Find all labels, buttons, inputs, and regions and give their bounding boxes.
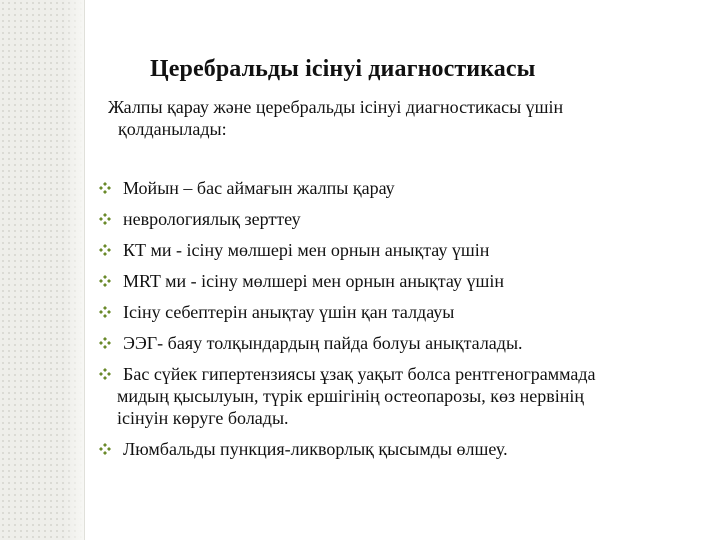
bullet-item [99, 239, 699, 261]
bullet-text-continuation: ісінуін көруге болады. [117, 408, 289, 428]
decorative-side-strip [0, 0, 85, 540]
bullet-item [99, 363, 699, 429]
diamond-bullet-icon [99, 368, 111, 380]
diamond-bullet-icon [99, 337, 111, 349]
bullet-text: MRT ми - ісіну мөлшері мен орнын анықтау үшін [123, 271, 504, 291]
diamond-bullet-icon [99, 443, 111, 455]
bullet-text: ЭЭГ- баяу толқындардың пайда болуы анықталады. [123, 333, 523, 353]
bullet-text: КТ ми - ісіну мөлшері мен орнын анықтау үшін [123, 240, 490, 260]
diamond-bullet-icon [99, 244, 111, 256]
bullet-text: Бас сүйек гипертензиясы ұзақ уақыт болса рентгенограммада [123, 364, 596, 384]
bullet-text: Мойын – бас аймағын жалпы қарау [123, 178, 395, 198]
bullet-text: Ісіну себептерін анықтау үшін қан талдауы [123, 302, 455, 322]
diagnostics-bullet-list [99, 177, 699, 460]
bullet-text: Люмбальды пункция-ликворлық қысымды өлшеу. [123, 439, 508, 459]
slide-title: Церебральды ісінуі диагностикасы [150, 56, 536, 82]
side-strip-fade [64, 0, 84, 540]
bullet-item [99, 438, 699, 460]
intro-line-1: Жалпы қарау және церебральды ісінуі диагностикасы үшін [108, 97, 564, 117]
bullet-item [99, 332, 699, 354]
diamond-bullet-icon [99, 306, 111, 318]
intro-paragraph [108, 96, 668, 140]
bullet-item [99, 208, 699, 230]
diamond-bullet-icon [99, 213, 111, 225]
intro-line-2: қолданылады: [118, 119, 227, 139]
diamond-bullet-icon [99, 182, 111, 194]
bullet-text: неврологиялық зерттеу [123, 209, 301, 229]
bullet-item [99, 177, 699, 199]
bullet-item [99, 270, 699, 292]
bullet-item [99, 301, 699, 323]
bullet-text-continuation: мидың қысылуын, түрік ершігінің остеопарозы, көз нервінің [117, 386, 585, 406]
diamond-bullet-icon [99, 275, 111, 287]
